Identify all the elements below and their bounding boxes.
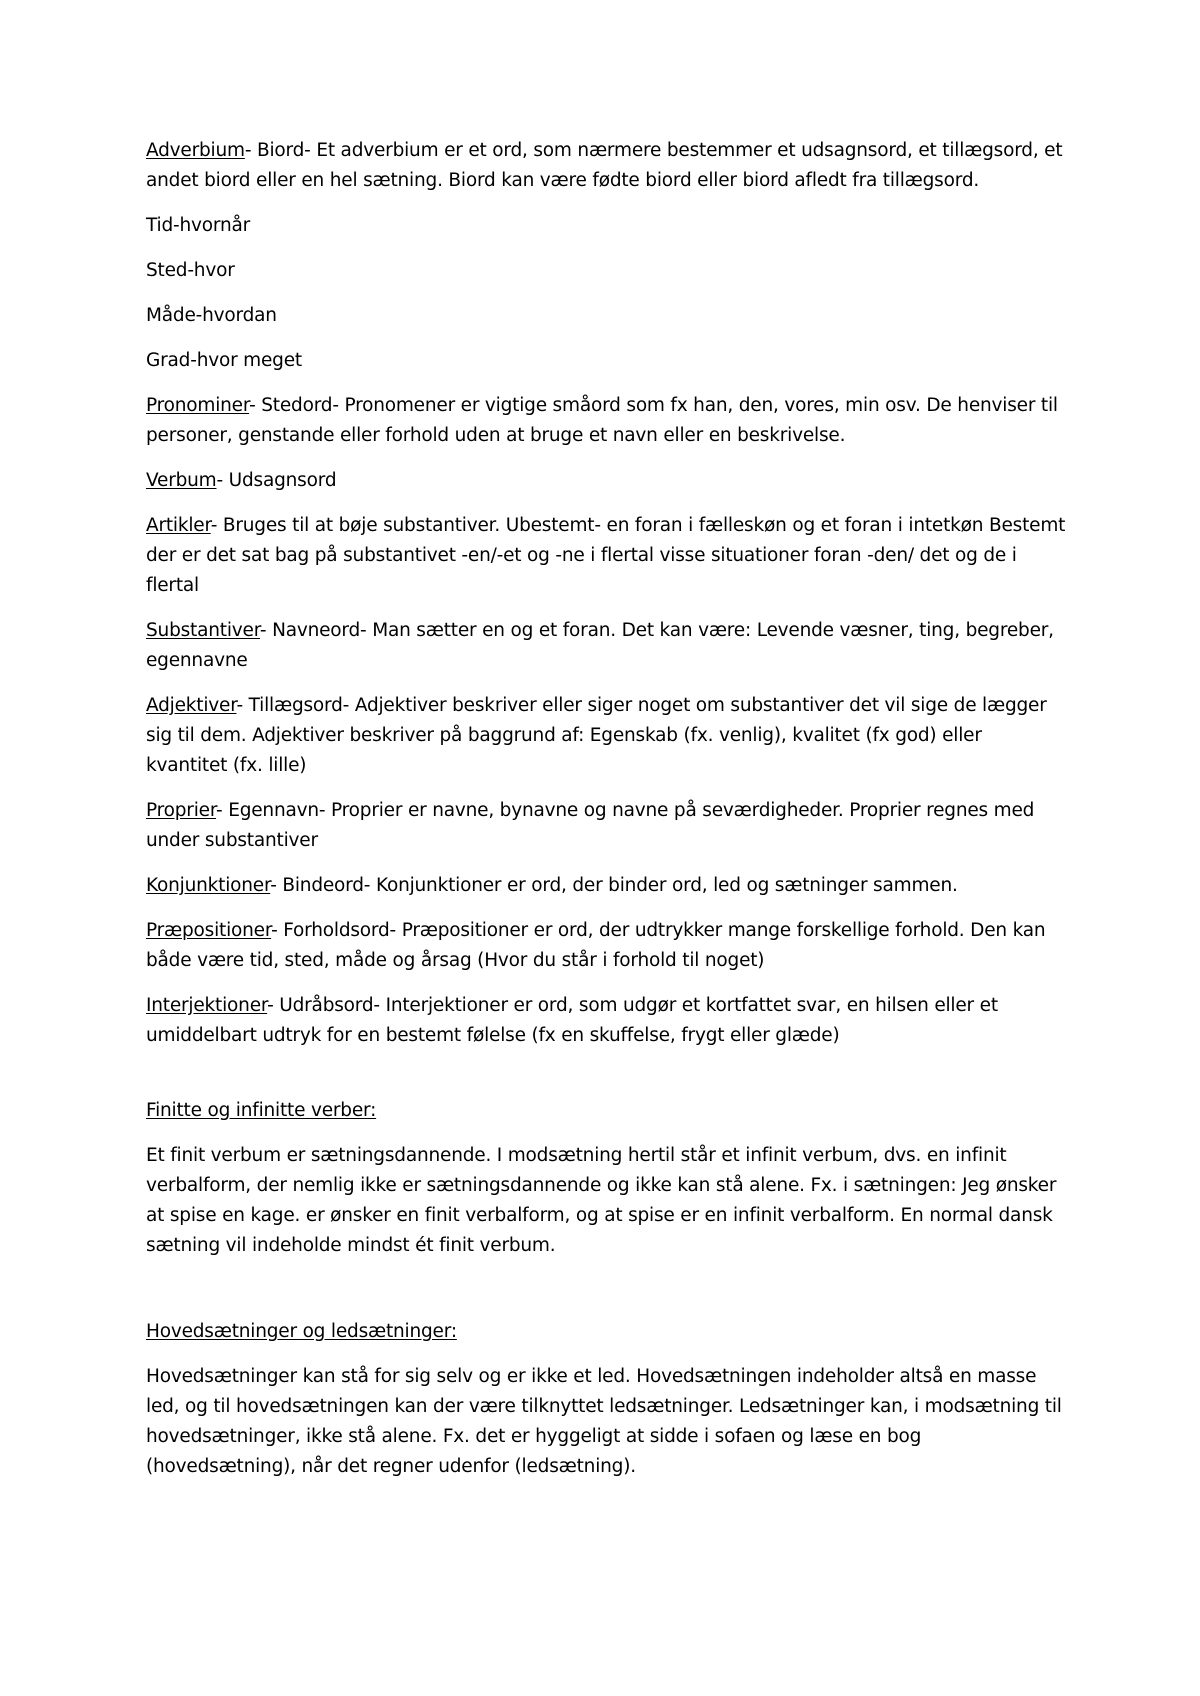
- term-proprier: Proprier: [146, 800, 217, 821]
- definition-pronominer: [146, 391, 1066, 451]
- definition-text-pronominer: - Stedord- Pronomener er vigtige småord som fx han, den, vores, min osv. De henviser til personer, genstande eller forhold uden at bruge et navn eller en beskrivelse.: [146, 395, 1058, 446]
- adverb-type-sted: Sted-hvor: [146, 260, 235, 281]
- definition-proprier: [146, 796, 1066, 856]
- term-konjunktioner: Konjunktioner: [146, 875, 271, 896]
- definition-text-artikler: - Bruges til at bøje substantiver. Ubestemt- en foran i fælleskøn og et foran i intetkøn Bestemt der er det sat bag på substantivet -en/-et og -ne i flertal visse situationer foran -den/ det og de i flertal: [146, 515, 1066, 596]
- adverb-type-tid: Tid-hvornår: [146, 215, 251, 236]
- document-body: [146, 136, 1066, 1497]
- section-spacer: [146, 1276, 1066, 1317]
- term-verbum: Verbum: [146, 470, 217, 491]
- term-interjektioner: Interjektioner: [146, 995, 268, 1016]
- section-spacer: [146, 1066, 1066, 1096]
- adverb-type-maade: Måde-hvordan: [146, 305, 277, 326]
- definition-artikler: [146, 511, 1066, 601]
- term-substantiver: Substantiver: [146, 620, 260, 641]
- definition-text-verbum: - Udsagnsord: [216, 470, 337, 491]
- definition-verbum: [146, 466, 1066, 496]
- definition-adverbium: [146, 136, 1066, 196]
- term-pronominer: Pronominer: [146, 395, 250, 416]
- definition-text-adjektiver: - Tillægsord- Adjektiver beskriver eller siger noget om substantiver det vil sige de lægger sig til dem. Adjektiver beskriver på baggrund af: Egenskab (fx. venlig), kvalitet (fx god) eller kvantitet (fx. lille): [146, 695, 1047, 776]
- definition-interjektioner: [146, 991, 1066, 1051]
- definition-text-adverbium: - Biord- Et adverbium er et ord, som nærmere bestemmer et udsagnsord, et tillægsord, et andet biord eller en hel sætning. Biord kan være fødte biord eller biord afledt fra tillægsord.: [146, 140, 1063, 191]
- definition-substantiver: [146, 616, 1066, 676]
- definition-praepositioner: [146, 916, 1066, 976]
- term-adverbium: Adverbium: [146, 140, 245, 161]
- adverb-type-grad: Grad-hvor meget: [146, 350, 302, 371]
- definition-konjunktioner: [146, 871, 1066, 901]
- definition-text-praepositioner: - Forholdsord- Præpositioner er ord, der udtrykker mange forskellige forhold. Den kan både være tid, sted, måde og årsag (Hvor du står i forhold til noget): [146, 920, 1046, 971]
- definition-text-konjunktioner: - Bindeord- Konjunktioner er ord, der binder ord, led og sætninger sammen.: [270, 875, 958, 896]
- section-heading-finitte: Finitte og infinitte verber:: [146, 1100, 377, 1121]
- definition-adjektiver: [146, 691, 1066, 781]
- term-adjektiver: Adjektiver: [146, 695, 237, 716]
- section-heading-hovedsaetninger: Hovedsætninger og ledsætninger:: [146, 1321, 457, 1342]
- section-body-finitte: Et finit verbum er sætningsdannende. I modsætning hertil står et infinit verbum, dvs. en infinit verbalform, der nemlig ikke er sætningsdannende og ikke kan stå alene. Fx. i sætningen: Jeg ønsker at spise en kage. er ønsker en finit verbalform, og at spise er en infinit verbalform. En normal dansk sætning vil indeholde mindst ét finit verbum.: [146, 1145, 1057, 1256]
- definition-text-substantiver: - Navneord- Man sætter en og et foran. Det kan være: Levende væsner, ting, begreber, egennavne: [146, 620, 1054, 671]
- definition-text-proprier: - Egennavn- Proprier er navne, bynavne og navne på seværdigheder. Proprier regnes med under substantiver: [146, 800, 1035, 851]
- section-body-hovedsaetninger: Hovedsætninger kan stå for sig selv og er ikke et led. Hovedsætningen indeholder altså en masse led, og til hovedsætningen kan der være tilknyttet ledsætninger. Ledsætninger kan, i modsætning til hovedsætninger, ikke stå alene. Fx. det er hyggeligt at sidde i sofaen og læse en bog (hovedsætning), når det regner udenfor (ledsætning).: [146, 1366, 1062, 1477]
- term-praepositioner: Præpositioner: [146, 920, 272, 941]
- term-artikler: Artikler: [146, 515, 211, 536]
- definition-text-interjektioner: - Udråbsord- Interjektioner er ord, som udgør et kortfattet svar, en hilsen eller et umiddelbart udtryk for en bestemt følelse (fx en skuffelse, frygt eller glæde): [146, 995, 998, 1046]
